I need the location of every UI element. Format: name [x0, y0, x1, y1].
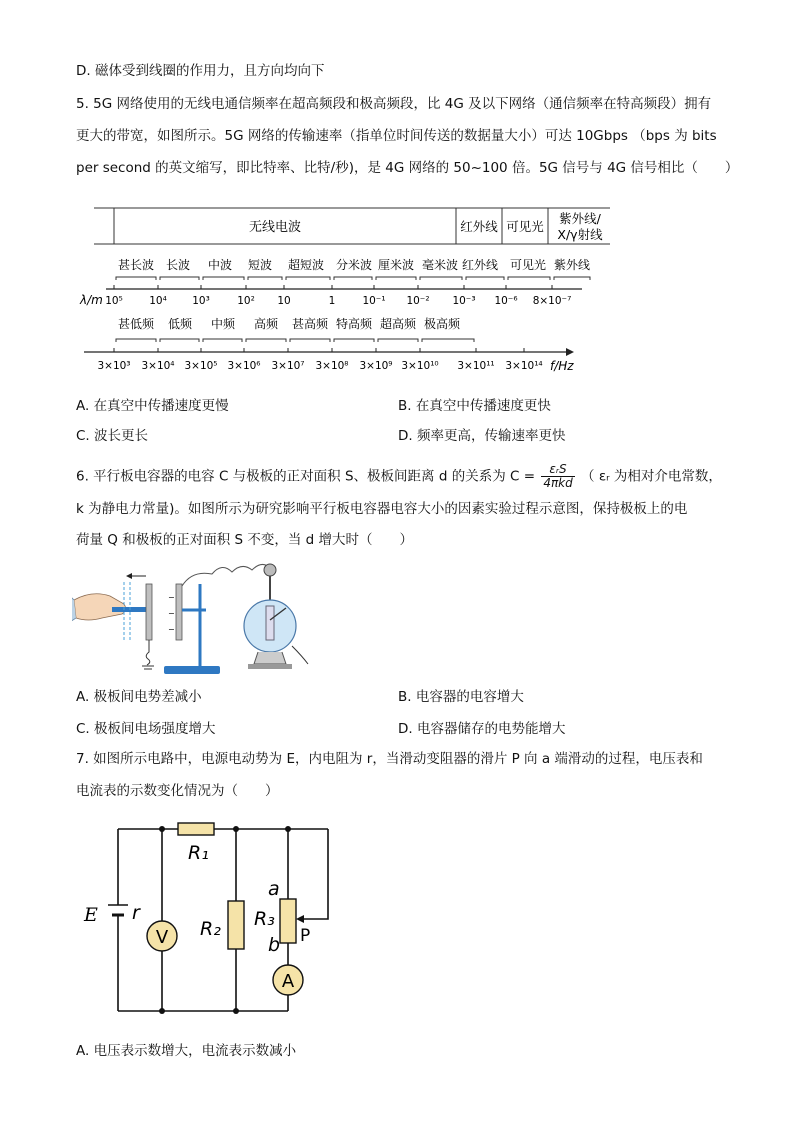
- q7-stem-line-2: 电流表的示数变化情况为（ ）: [76, 783, 279, 799]
- wave-name-label: 厘米波: [377, 258, 415, 272]
- lambda-tick-label: 10⁻³: [452, 295, 476, 307]
- q6-option-d: D. 电容器储存的电势能增大: [398, 721, 566, 737]
- formula-denominator: 4πkd: [543, 476, 573, 490]
- electroscope-ground: [292, 646, 308, 664]
- wave-name-label: 紫外线: [553, 258, 591, 272]
- freq-tick-label: 3×10⁶: [227, 360, 261, 372]
- wave-name-label: 短波: [247, 258, 273, 272]
- wave-name-label: 长波: [165, 258, 191, 272]
- freq-brace-row: [116, 339, 474, 342]
- freq-name-label: 极高频: [423, 317, 461, 331]
- freq-axis-label: f/Hz: [550, 359, 574, 373]
- label-a: a: [268, 878, 280, 900]
- q5-option-c: C. 波长更长: [76, 428, 149, 444]
- wave-brace: [508, 277, 550, 280]
- lambda-tick-label: 8×10⁻⁷: [532, 295, 572, 307]
- q5-stem-line-3: per second 的英文缩写，即比特率、比特/秒)，是 4G 网络的 50~100 倍。5G 信号与 4G 信号相比（ ）: [76, 160, 739, 176]
- rheostat-R3: [280, 899, 296, 943]
- q6-stem-line-1: [76, 463, 722, 490]
- em-spectrum-figure: [70, 200, 610, 380]
- q5-stem-line-1: 5. 5G 网络使用的无线电通信频率在超高频段和极高频段，比 4G 及以下网络（通信频率在特高频段）拥有: [76, 96, 712, 112]
- q6-line1-post: （ εᵣ 为相对介电常数，: [581, 468, 722, 485]
- wave-brace: [554, 277, 590, 280]
- freq-brace: [116, 339, 156, 342]
- capacitance-formula: [541, 463, 574, 490]
- freq-name-label: 特高频: [335, 317, 373, 331]
- freq-name-row: [118, 316, 461, 331]
- lambda-tick-label: 10⁵: [105, 295, 123, 307]
- freq-name-label: 甚低频: [117, 317, 155, 331]
- freq-axis-arrow: [566, 348, 574, 356]
- wave-name-label: 红外线: [461, 258, 499, 272]
- wave-name-label: 可见光: [509, 258, 547, 272]
- lambda-tick-row: [105, 285, 571, 307]
- band-uv: 紫外线/: [559, 211, 601, 226]
- electroscope-foot: [248, 664, 292, 669]
- q5-option-b: B. 在真空中传播速度更快: [398, 398, 551, 414]
- freq-brace: [290, 339, 330, 342]
- wave-brace: [420, 277, 462, 280]
- wave-brace: [116, 277, 156, 280]
- label-R3: R₃: [254, 908, 275, 930]
- freq-brace: [334, 339, 374, 342]
- freq-brace: [246, 339, 286, 342]
- freq-tick-label: 3×10¹¹: [457, 360, 495, 372]
- label-P: P: [300, 926, 311, 946]
- circuit-diagram: [78, 815, 338, 1025]
- lambda-tick-label: 10⁻⁶: [494, 295, 518, 307]
- band-radio: 无线电波: [248, 220, 302, 235]
- ammeter-label: A: [281, 971, 295, 992]
- freq-tick-label: 3×10¹⁴: [505, 360, 543, 372]
- ground-wire: [146, 640, 150, 665]
- slider-P-arrow: [296, 915, 304, 923]
- wave-name-label: 超短波: [287, 258, 325, 272]
- insulating-handle: [112, 607, 146, 612]
- capacitor-experiment-figure: [72, 560, 322, 680]
- resistor-R2: [228, 901, 244, 949]
- band-infrared: 红外线: [460, 219, 498, 234]
- move-arrow-head: [126, 573, 132, 579]
- q6-stem-line-2: k 为静电力常量)。如图所示为研究影响平行板电容器电容大小的因素实验过程示意图，保持极板上的电: [76, 501, 688, 517]
- electroscope-base: [254, 652, 286, 664]
- wave-brace: [248, 277, 282, 280]
- lambda-tick-label: 10³: [192, 295, 210, 307]
- q6-option-b: B. 电容器的电容增大: [398, 689, 524, 705]
- freq-name-label: 高频: [253, 317, 279, 331]
- label-b: b: [268, 934, 281, 956]
- freq-tick-label: 3×10¹⁰: [401, 360, 439, 372]
- freq-brace: [160, 339, 199, 342]
- voltmeter-label: V: [155, 927, 169, 948]
- wave-brace-row: [116, 277, 590, 280]
- freq-name-label: 低频: [167, 317, 193, 331]
- q5-stem-line-2: 更大的带宽，如图所示。5G 网络的传输速率（指单位时间传送的数据量大小）可达 10Gbps （bps 为 bits: [76, 128, 717, 144]
- freq-name-label: 超高频: [379, 317, 417, 331]
- stand-base: [164, 666, 220, 674]
- q7-option-a: A. 电压表示数增大，电流表示数减小: [76, 1043, 297, 1059]
- freq-name-label: 甚高频: [291, 317, 329, 331]
- freq-brace: [422, 339, 474, 342]
- electroscope-stem: [266, 606, 274, 640]
- q6-option-a: A. 极板间电势差减小: [76, 689, 202, 705]
- lambda-axis-label: λ/m: [80, 293, 103, 307]
- q6-stem-line-3: 荷量 Q 和极板的正对面积 S 不变，当 d 增大时（ ）: [76, 532, 414, 548]
- wave-brace: [286, 277, 330, 280]
- freq-brace: [203, 339, 242, 342]
- freq-tick-label: 3×10⁴: [141, 360, 175, 372]
- freq-tick-label: 3×10³: [97, 360, 131, 372]
- plate-charge-minus-3: −: [168, 625, 175, 634]
- movable-plate: [146, 584, 152, 640]
- lambda-tick-label: 10⁴: [149, 295, 167, 307]
- freq-tick-label: 3×10⁹: [359, 360, 393, 372]
- plate-charge-minus-2: −: [168, 609, 175, 618]
- q6-line1-pre: 6. 平行板电容器的电容 C 与极板的正对面积 S、极板间距离 d 的关系为 C =: [76, 468, 536, 485]
- q5-option-a: A. 在真空中传播速度更慢: [76, 398, 229, 414]
- label-R1: R₁: [188, 842, 209, 864]
- wave-name-label: 中波: [207, 258, 233, 272]
- wave-brace: [376, 277, 416, 280]
- band-visible: 可见光: [506, 219, 544, 234]
- fixed-plate: [176, 584, 182, 640]
- freq-brace: [378, 339, 418, 342]
- freq-tick-label: 3×10⁸: [315, 360, 349, 372]
- q4-option-d: D. 磁体受到线圈的作用力，且方向均向下: [76, 63, 325, 79]
- resistor-R1: [178, 823, 214, 835]
- band-xgamma: X/γ射线: [557, 227, 603, 242]
- wave-name-label: 甚长波: [117, 258, 155, 272]
- lambda-tick-label: 1: [328, 295, 336, 307]
- wave-name-label: 分米波: [335, 258, 373, 272]
- wave-name-row: [118, 257, 590, 272]
- lambda-tick-label: 10²: [237, 295, 255, 307]
- q6-option-c: C. 极板间电场强度增大: [76, 721, 216, 737]
- freq-tick-label: 3×10⁵: [184, 360, 218, 372]
- wave-name-label: 毫米波: [421, 258, 459, 272]
- formula-numerator: εᵣS: [541, 463, 574, 477]
- wave-brace: [466, 277, 504, 280]
- wave-brace: [334, 277, 372, 280]
- lambda-tick-label: 10⁻¹: [362, 295, 386, 307]
- lambda-tick-label: 10⁻²: [406, 295, 430, 307]
- q5-option-d: D. 频率更高，传输速率更快: [398, 428, 566, 444]
- freq-tick-label: 3×10⁷: [271, 360, 305, 372]
- wave-brace: [160, 277, 199, 280]
- wave-brace: [203, 277, 244, 280]
- coiled-wire: [182, 564, 270, 586]
- label-R2: R₂: [200, 918, 221, 940]
- electroscope-knob: [264, 564, 276, 576]
- lambda-tick-label: 10: [277, 295, 291, 307]
- label-r: r: [132, 902, 140, 924]
- q7-stem-line-1: 7. 如图所示电路中，电源电动势为 E，内电阻为 r，当滑动变阻器的滑片 P 向 a 端滑动的过程，电压表和: [76, 751, 703, 767]
- plate-charge-minus: −: [168, 593, 175, 602]
- label-E: E: [84, 904, 98, 926]
- freq-name-label: 中频: [210, 317, 236, 331]
